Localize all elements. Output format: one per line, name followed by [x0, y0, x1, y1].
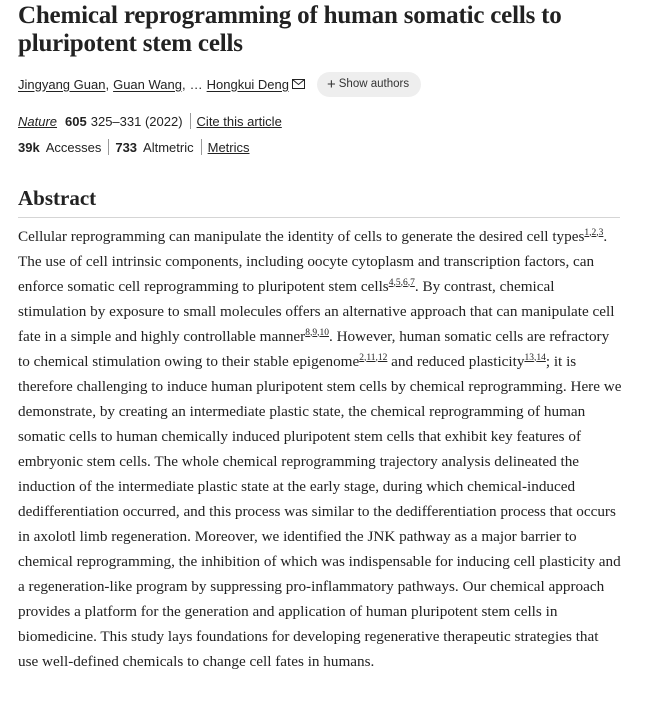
altmetric-count: 733 [115, 139, 138, 155]
reference-link[interactable]: 10 [319, 328, 329, 338]
reference-separator: , [533, 353, 537, 363]
author-list [18, 73, 421, 95]
abstract-text [18, 224, 622, 674]
reference-link[interactable]: 3 [598, 228, 604, 238]
reference-separator: , [317, 328, 320, 338]
article-title: Chemical reprogramming of human somatic cells to pluripotent stem cells [18, 2, 562, 57]
reference-link[interactable]: 2 [359, 353, 364, 363]
abstract-segment: ; it is therefore challenging to induce human pluripotent stem cells by chemical reprogramming. Here we demonstrate, by creating an intermediate plastic state, the chemical reprogramming of human somatic cells to human chemically induced pluripotent stem cells that exhibit key features of embryonic stem cells. The whole chemical reprogramming trajectory analysis delineated the induction of the intermediate plastic state at the early stage, during which chemical-induced dedifferentiation occurred, and this process was similar to the dedifferentiation process that occurs in axolotl limb regeneration. Moreover, we identified the JNK pathway as a major barrier to chemical reprogramming, the inhibition of which was indispensable for inducing cell plasticity and a regeneration-like program by suppressing pro-inflammatory pathways. Our chemical approach provides a platform for the generation and application of human pluripotent stem cells in biomedicine. This study lays foundations for developing regenerative therapeutic strategies that use well-defined chemicals to change cell fates in humans. [18, 353, 622, 670]
citation-line [18, 112, 282, 130]
reference-link[interactable]: 2 [591, 228, 597, 238]
reference-link[interactable]: 5 [395, 278, 401, 288]
article-metrics [18, 138, 250, 156]
divider [201, 139, 202, 155]
abstract-segment: and reduced plasticity [387, 353, 525, 370]
reference-separator: , [407, 278, 411, 288]
reference-separator: , [363, 353, 367, 363]
divider [108, 139, 109, 155]
reference-link[interactable]: 11 [366, 353, 376, 363]
reference-link[interactable]: 14 [536, 353, 546, 363]
reference-link[interactable]: 13 [524, 353, 534, 363]
abstract-segment: . However, human somatic cells are refractory to chemical stimulation owing to their stable epigenome [18, 328, 610, 370]
accesses-count: 39k [18, 139, 40, 155]
abstract-segment: Cellular reprogramming can manipulate the identity of cells to generate the desired cell types [18, 228, 585, 245]
reference-group [305, 328, 329, 338]
show-authors-label: Show authors [338, 78, 410, 90]
author-link-wang[interactable]: Guan Wang [113, 76, 182, 92]
reference-link[interactable]: 12 [377, 353, 388, 363]
reference-separator: , [400, 278, 403, 288]
journal-link[interactable]: Nature [18, 113, 58, 129]
show-authors-button[interactable] [317, 72, 421, 97]
author-separator: , [105, 76, 110, 92]
plus-icon: + [327, 75, 336, 93]
altmetric-label: Altmetric [143, 139, 194, 155]
reference-separator: , [589, 228, 592, 238]
reference-link[interactable]: 8 [305, 328, 310, 338]
author-separator: , [181, 76, 186, 92]
reference-group [359, 353, 387, 363]
reference-group [584, 228, 603, 238]
reference-group [389, 278, 415, 288]
abstract-segment: . The use of cell intrinsic components, including oocyte cytoplasm and transcription factors, can enforce somatic cell reprogramming to pluripotent stem cells [18, 228, 608, 295]
metrics-link[interactable]: Metrics [207, 139, 250, 155]
reference-link[interactable]: 1 [584, 228, 590, 238]
author-ellipsis: … [189, 76, 203, 92]
reference-group [524, 353, 545, 363]
reference-link[interactable]: 7 [410, 278, 415, 288]
author-link-guan[interactable]: Jingyang Guan [18, 76, 106, 92]
divider [190, 113, 191, 129]
accesses-label: Accesses [45, 139, 102, 155]
reference-separator: , [393, 278, 396, 288]
reference-separator: , [375, 353, 378, 363]
mail-icon[interactable] [292, 79, 305, 89]
pages-year: 325–331 (2022) [90, 113, 183, 129]
volume-number: 605 [65, 113, 87, 129]
author-link-deng[interactable]: Hongkui Deng [206, 76, 289, 92]
abstract-segment: . By contrast, chemical stimulation by exposure to small molecules offers an alternative approach that can manipulate cell fate in a simple and highly controllable manner [18, 278, 615, 345]
cite-article-link[interactable]: Cite this article [196, 113, 282, 129]
reference-separator: , [596, 228, 599, 238]
abstract-heading: Abstract [18, 186, 620, 218]
reference-link[interactable]: 6 [402, 278, 408, 288]
reference-link[interactable]: 4 [388, 278, 394, 288]
reference-separator: , [309, 328, 313, 338]
reference-link[interactable]: 9 [312, 328, 318, 338]
